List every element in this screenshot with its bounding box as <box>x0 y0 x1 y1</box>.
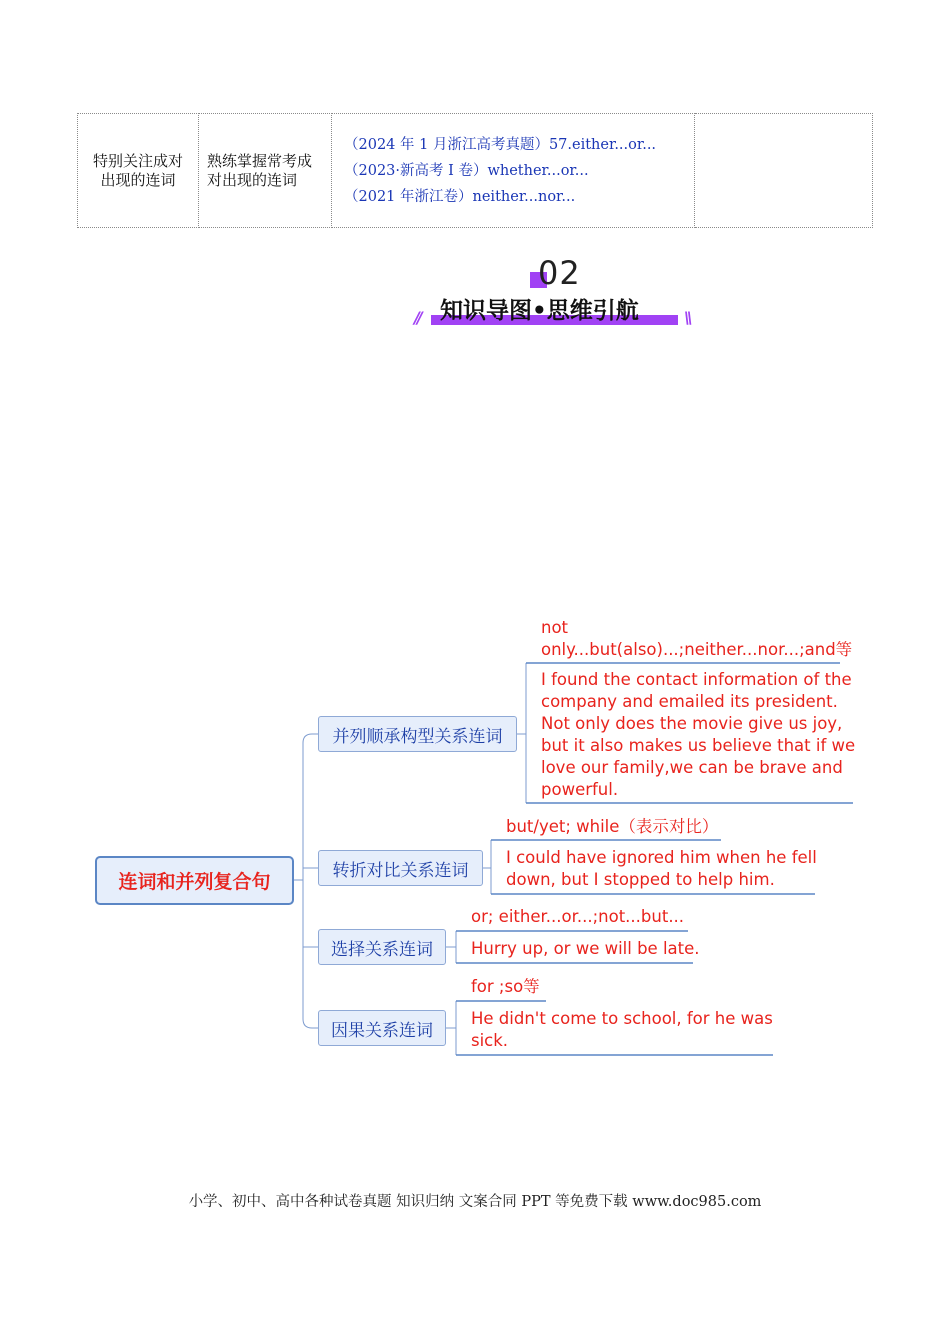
leaf-line: sick. <box>471 1031 509 1050</box>
leaf-line: or; either...or...;not...but... <box>471 907 685 926</box>
leaf-example <box>471 938 700 960</box>
leaf-line: I could have ignored him when he fell <box>506 848 817 867</box>
mindmap-root: 连词和并列复合句 <box>95 856 294 905</box>
branch-contrast-conjunctions: 转折对比关系连词 <box>318 850 483 886</box>
leaf-line: only...but(also)...;neither...nor...;and等 <box>541 640 853 659</box>
leaf-words <box>541 617 852 661</box>
leaf-line: company and emailed its president. <box>541 692 838 711</box>
leaf-line: but/yet; while（表示对比） <box>506 817 719 836</box>
leaf-example <box>471 1008 773 1052</box>
branch-cause-conjunctions: 因果关系连词 <box>318 1010 446 1046</box>
branch-coordinate-conjunctions: 并列顺承构型关系连词 <box>318 716 517 752</box>
leaf-line: but it also makes us believe that if we <box>541 736 856 755</box>
leaf-example <box>506 847 817 891</box>
leaf-line: I found the contact information of the <box>541 670 852 689</box>
goal-cell: 熟练掌握常考成对出现的连词 <box>199 114 332 228</box>
leaf-words <box>471 976 540 998</box>
header-slash-right: \\ <box>684 308 690 327</box>
page-footer: 小学、初中、高中各种试卷真题 知识归纳 文案合同 PPT 等免费下载 www.doc985.com <box>188 1194 762 1210</box>
leaf-line: powerful. <box>541 780 619 799</box>
branch-connector-1 <box>303 734 318 743</box>
source-line: （2021 年浙江卷）neither...nor... <box>344 188 576 205</box>
leaf-line: not <box>541 618 569 637</box>
leaf-words <box>471 906 684 928</box>
leaf-example <box>541 669 855 801</box>
leaf-line: Not only does the movie give us joy, <box>541 714 843 733</box>
source-line: （2024 年 1 月浙江高考真题）57.either...or... <box>344 136 657 153</box>
leaf-line: down, but I stopped to help him. <box>506 870 775 889</box>
header-slash-left: // <box>414 308 420 327</box>
leaf-line: love our family,we can be brave and <box>541 758 843 777</box>
leaf-line: Hurry up, or we will be late. <box>471 939 700 958</box>
branch-choice-conjunctions: 选择关系连词 <box>318 929 446 965</box>
section-title: 知识导图•思维引航 <box>440 298 639 324</box>
source-line: （2023·新高考 I 卷）whether...or... <box>344 162 589 179</box>
topic-cell: 特别关注成对出现的连词 <box>78 114 199 228</box>
leaf-line: for ;so等 <box>471 977 540 996</box>
section-number: 02 <box>538 254 581 292</box>
branch-connector-4 <box>303 1019 318 1028</box>
leaf-line: He didn't come to school, for he was <box>471 1009 773 1028</box>
leaf-words <box>506 816 718 838</box>
